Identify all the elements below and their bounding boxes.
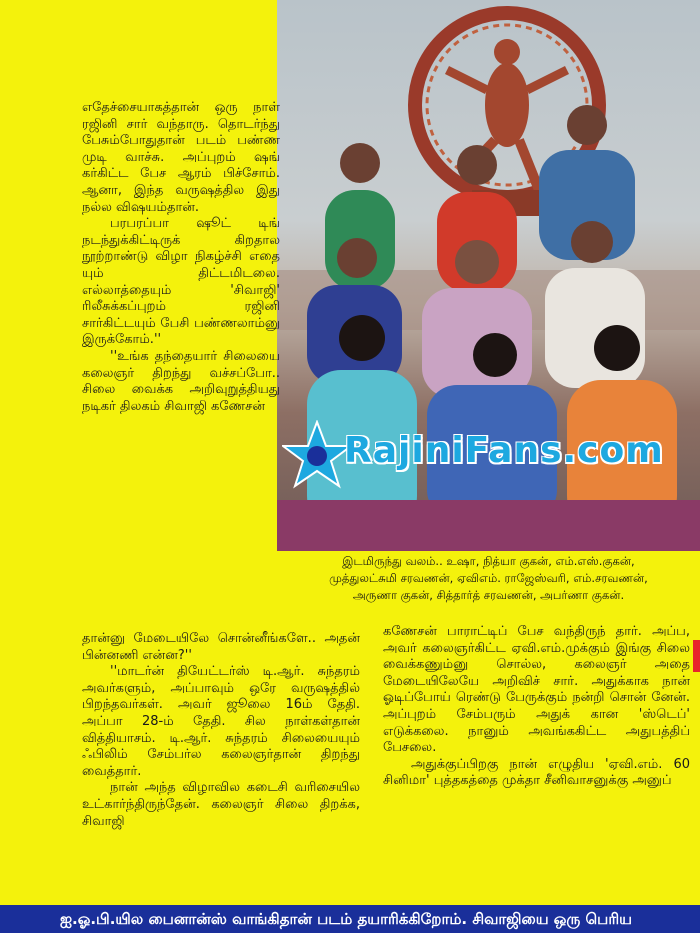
article-left-column — [82, 100, 280, 415]
paragraph: தான்னு மேடையிலே சொன்னீங்களே.. அதன் பின்னணி என்ன?'' — [82, 631, 360, 663]
star-logo-icon — [282, 420, 352, 490]
watermark-logo — [282, 420, 697, 490]
bottom-banner: ஐ.ஓ.பி.யில பைனான்ஸ் வாங்கிதான் படம் தயாரிக்கிறோம். சிவாஜியை ஒரு பெரிய — [0, 905, 700, 933]
paragraph: கணேசன் பாராட்டிப் பேச வந்திருந் தார். அப்ப, அவர் கலைஞர்கிட்ட ஏவி.எம்.முக்கும் இங்கு சிலை வைக்கணும்னு சொல்ல, கலைஞர் அதை மேடையிலேயே அறிவிச் சார். அதுக்காக நான் ஓடிப்போய் ரெண்டு பேருக்கும் நன்றி சொன் னேன். அப்புறம் சேம்பரும் அதுக் கான 'ஸ்டெப்' எடுக்கலை. நானும் அவங்ககிட்ட அதுபத்திப் பேசலை. — [383, 624, 690, 756]
article-right-column — [383, 624, 690, 790]
paragraph: எதேச்சையாகத்தான் ஒரு நாள் ரஜினி சார் வந்தாரு. தொடர்ந்து பேசும்போதுதான் படம் பண்ண முடி வாச்சு. அப்புறம் ஷங் கர்கிட்ட பேச ஆரம் பிச்சோம். ஆனா, இந்த வருஷத்தில இது நல்ல விஷயம்தான். — [82, 100, 280, 215]
page-edge-marker — [693, 640, 700, 672]
caption-line: முத்துலட்சுமி சரவணன், ஏவிஎம். ராஜேஸ்வரி, எம்.சரவணன், — [329, 571, 648, 585]
paragraph: நான் அந்த விழாவில கடைசி வரிசையில உட்கார்ந்திருந்தேன். கலைஞர் சிலை திறக்க, சிவாஜி — [82, 780, 360, 829]
caption-line: இடமிருந்து வலம்.. உஷா, நித்யா குகன், எம்.எஸ்.குகன், — [342, 554, 635, 568]
paragraph: அதுக்குப்பிறகு நான் எழுதிய 'ஏவி.எம். 60 சினிமா' புத்தகத்தை முக்தா சீனிவாசனுக்கு அனுப் — [383, 756, 690, 789]
paragraph: பரபரப்பா ஷூட் டிங் நடந்துக்கிட்டிருக் கிறதால நூற்றாண்டு விழா நிகழ்ச்சி எதை யும் திட்டமிடலை. எல்லாத்தையும் 'சிவாஜி' ரிலீசுக்கப்புறம் ரஜினி சார்கிட்டயும் பேசி பண்ணலாம்னு இருக்கோம்.'' — [82, 216, 280, 348]
article-left-column-lower — [82, 551, 360, 830]
paragraph: ''உங்க தந்தையார் சிலையை கலைஞர் திறந்து வச்சப்போ.. சிலை வைக்க அறிவுறுத்தியது நடிகர் திலகம் சிவாஜி கணேசன் — [82, 348, 280, 414]
paragraph: ''மாடர்ன் தியேட்டர்ஸ் டி.ஆர். சுந்தரம் அவர்களும், அப்பாவும் ஒரே வருஷத்தில் பிறந்தவர்கள். அவர் ஜூலை 16ம் தேதி. அப்பா 28-ம் தேதி. சில நாள்கள்தான் வித்தியாசம். டி.ஆர். சுந்தரம் சிலையையும் ஃபிலிம் சேம்பர்ல கலைஞர்தான் திறந்து வைத்தார். — [82, 664, 360, 779]
caption-line: அருணா குகன், சித்தார்த் சரவணன், அபர்ணா குகன். — [352, 588, 625, 602]
watermark-text: RajiniFans.com — [344, 430, 664, 471]
